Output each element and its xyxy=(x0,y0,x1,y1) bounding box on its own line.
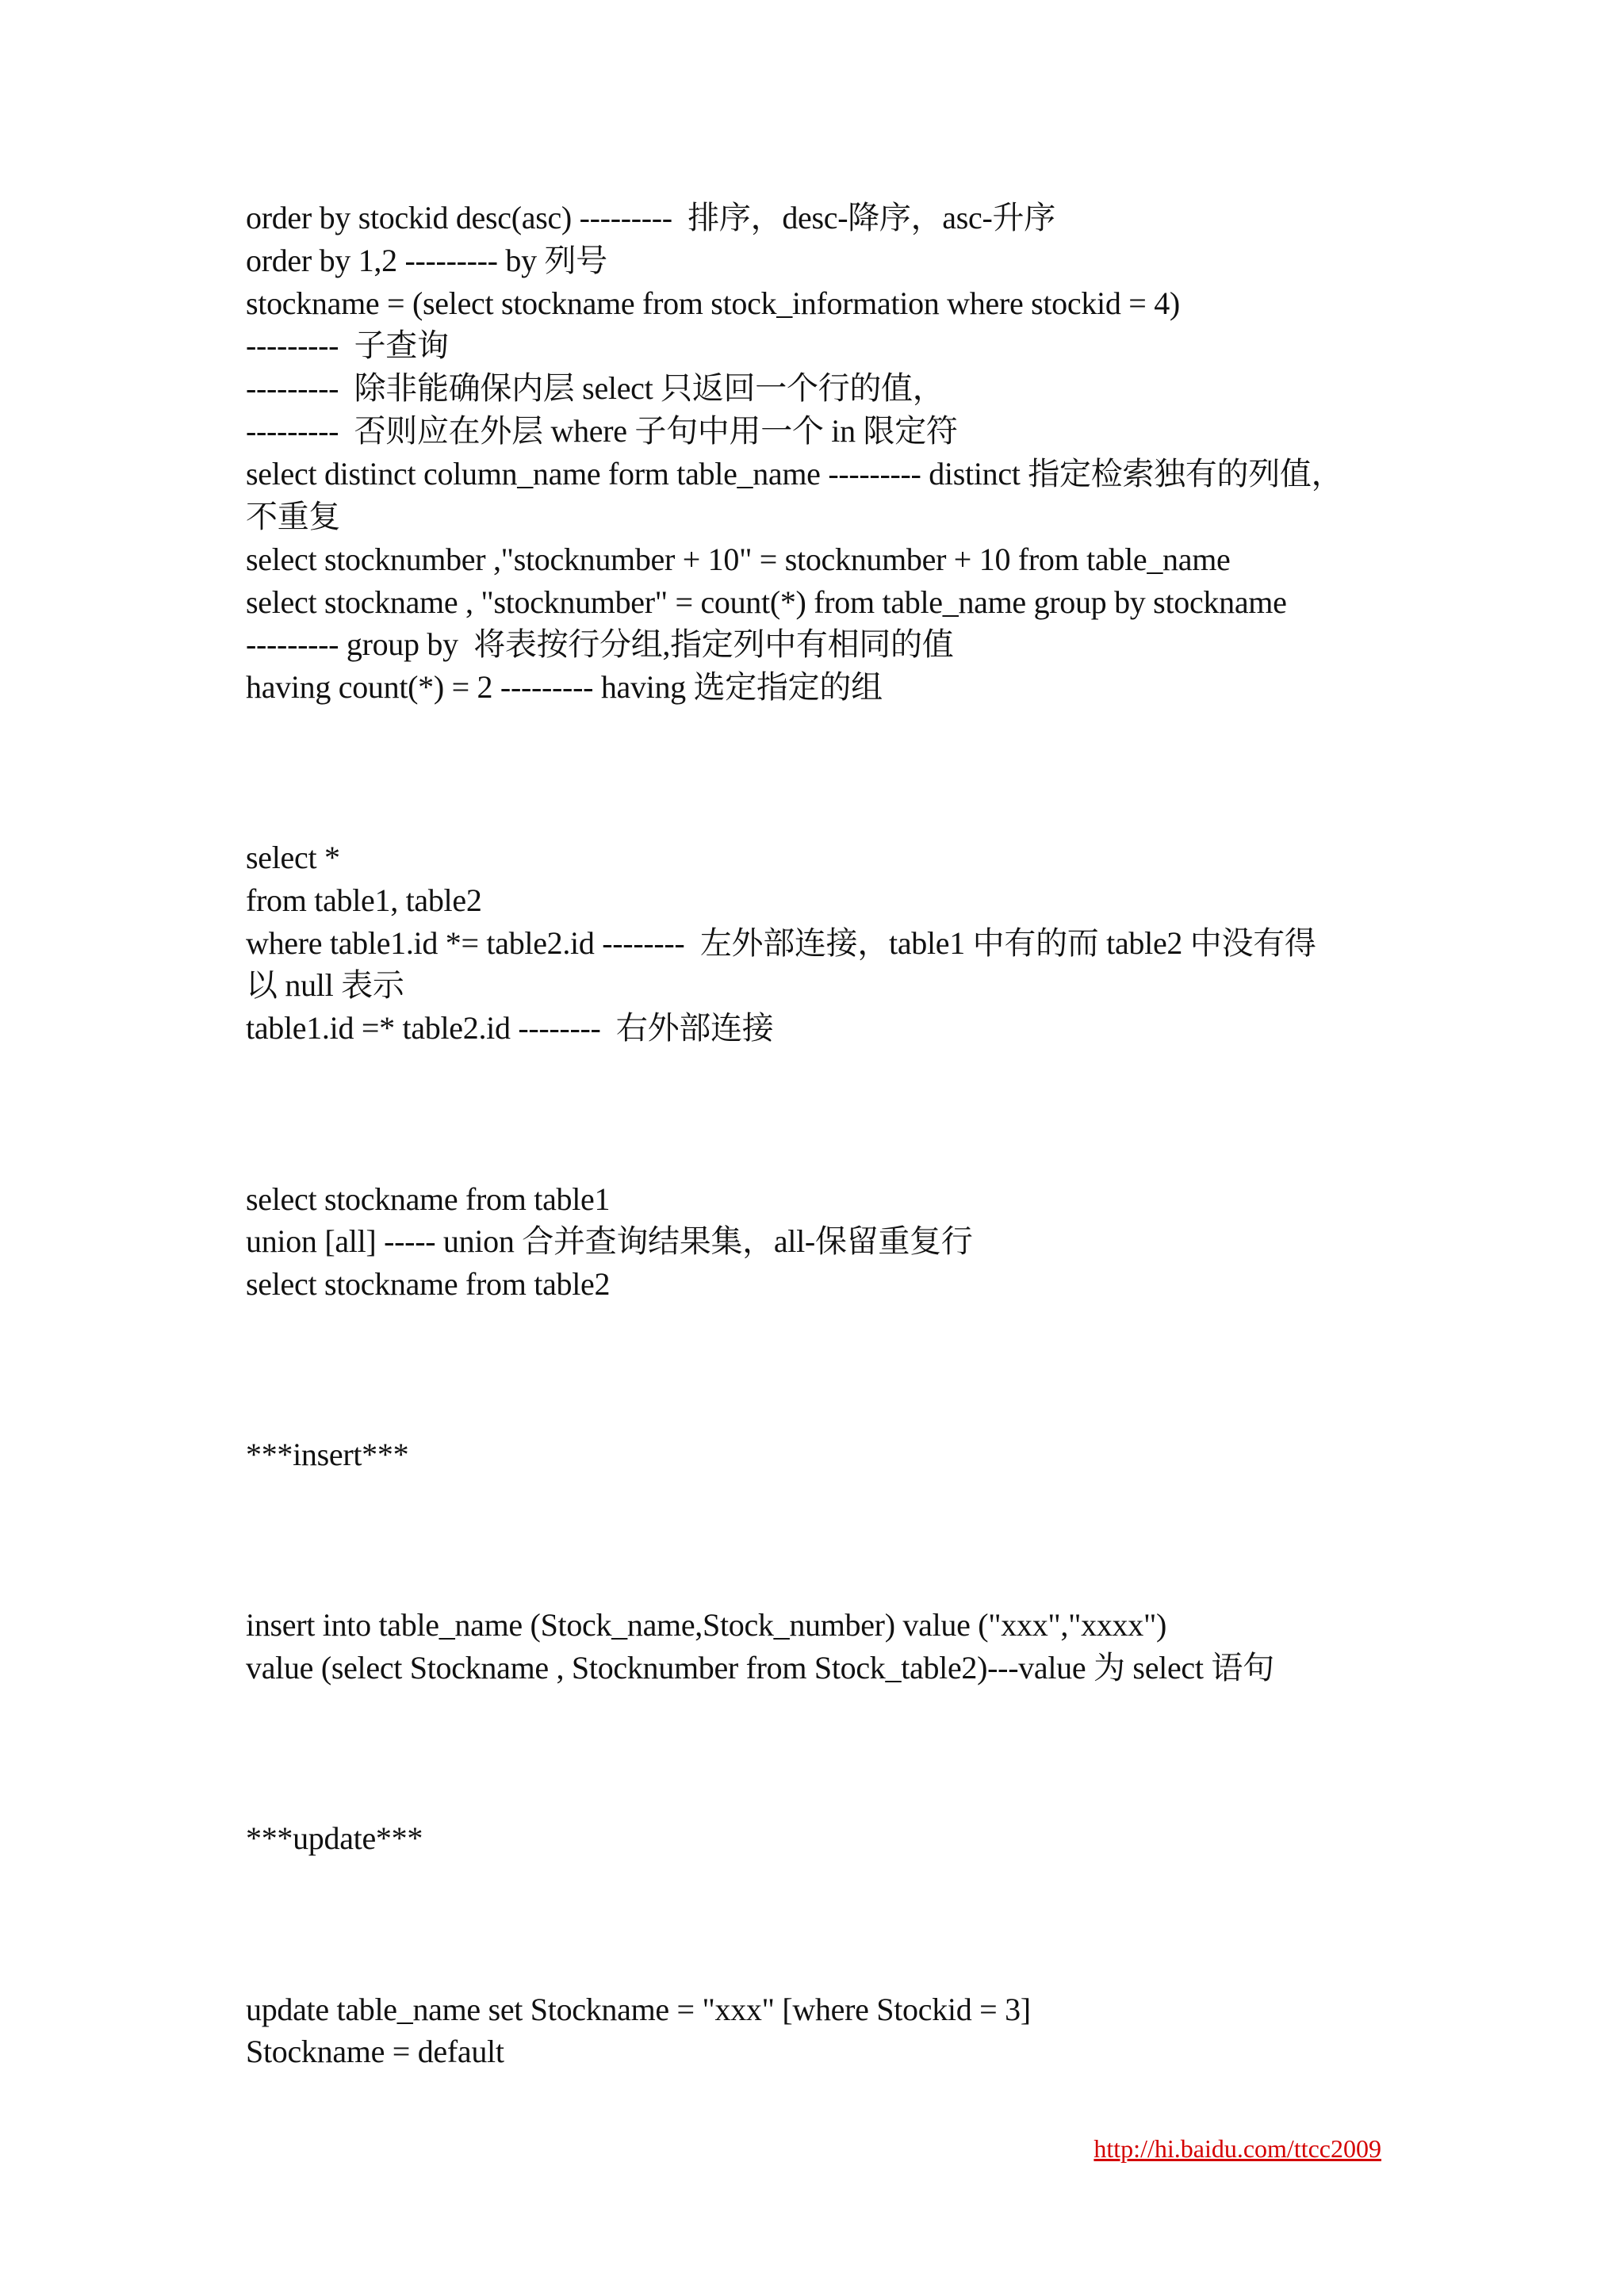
text-line: from table1, table2 xyxy=(246,882,482,918)
text-line: union [all] ----- union 合并查询结果集，all-保留重复行 xyxy=(246,1223,973,1259)
text-line: --------- group by 将表按行分组,指定列中有相同的值 xyxy=(246,626,954,662)
text-line: select * xyxy=(246,840,340,875)
text-line: insert into table_name (Stock_name,Stock_number) value ("xxx","xxxx") xyxy=(246,1607,1166,1643)
text-line: order by 1,2 --------- by 列号 xyxy=(246,243,607,278)
text-line: 以 null 表示 xyxy=(246,967,404,1003)
section-heading-update: ***update*** xyxy=(246,1820,423,1856)
text-line: select stockname , "stocknumber" = count(*) from table_name group by stockname xyxy=(246,584,1287,620)
text-line: select distinct column_name form table_name --------- distinct 指定检索独有的列值， xyxy=(246,456,1343,492)
text-line: select stockname from table1 xyxy=(246,1181,611,1217)
section-heading-insert: ***insert*** xyxy=(246,1437,409,1472)
text-line: 不重复 xyxy=(246,499,341,534)
text-line: having count(*) = 2 --------- having 选定指定的组 xyxy=(246,669,883,705)
text-line: where table1.id *= table2.id -------- 左外部连接，table1 中有的而 table2 中没有得 xyxy=(246,925,1316,961)
text-line: Stockname = default xyxy=(246,2034,504,2069)
text-line: --------- 否则应在外层 where 子句中用一个 in 限定符 xyxy=(246,413,958,449)
text-line: select stocknumber ,"stocknumber + 10" = stocknumber + 10 from table_name xyxy=(246,541,1231,577)
text-line: value (select Stockname , Stocknumber from Stock_table2)---value 为 select 语句 xyxy=(246,1650,1274,1686)
text-line: --------- 除非能确保内层 select 只返回一个行的值， xyxy=(246,370,944,406)
text-line: --------- 子查询 xyxy=(246,327,449,363)
text-line: select stockname from table2 xyxy=(246,1266,611,1302)
text-line: update table_name set Stockname = "xxx" [where Stockid = 3] xyxy=(246,1992,1031,2027)
footer-link[interactable]: http://hi.baidu.com/ttcc2009 xyxy=(1094,2134,1381,2163)
text-line: order by stockid desc(asc) --------- 排序，desc-降序，asc-升序 xyxy=(246,200,1055,235)
text-line: stockname = (select stockname from stock_information where stockid = 4) xyxy=(246,285,1180,321)
text-line: table1.id =* table2.id -------- 右外部连接 xyxy=(246,1010,774,1046)
